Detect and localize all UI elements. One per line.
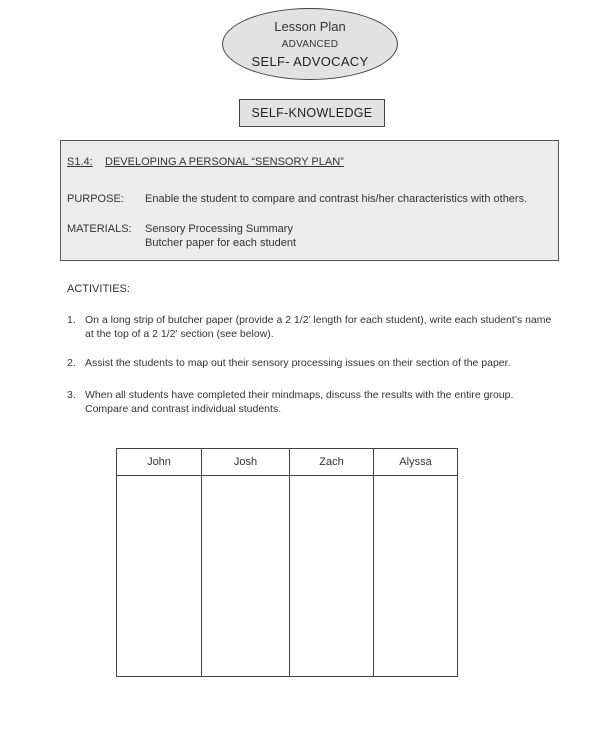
section-heading: SELF-KNOWLEDGE	[239, 99, 385, 127]
purpose-label: PURPOSE:	[67, 193, 124, 205]
student-sections-table	[116, 448, 458, 677]
activity-number: 2.	[67, 357, 76, 369]
oval-subject: SELF- ADVOCACY	[251, 54, 369, 69]
activity-item	[67, 388, 557, 416]
student-name-header: John	[117, 449, 201, 476]
activity-number: 1.	[67, 314, 76, 326]
activity-item	[67, 356, 557, 370]
student-column	[202, 449, 290, 676]
lesson-plan-oval	[222, 8, 398, 80]
lesson-code: S1.4:	[67, 156, 93, 168]
activity-text: On a long strip of butcher paper (provide a 2 1/2’ length for each student), write each student’s name at the top of a 2 1/2’ section (see below).	[85, 314, 552, 340]
oval-level: ADVANCED	[281, 39, 339, 50]
activity-text: Assist the students to map out their sensory processing issues on their section of the paper.	[85, 357, 511, 369]
oval-title: Lesson Plan	[274, 19, 346, 34]
student-column	[374, 449, 457, 676]
student-name-header: Zach	[290, 449, 373, 476]
activity-item	[67, 313, 557, 341]
activities-heading: ACTIVITIES:	[67, 283, 130, 295]
purpose-text: Enable the student to compare and contrast his/her characteristics with others.	[145, 193, 528, 205]
materials-item: Sensory Processing Summary	[145, 223, 293, 235]
student-column	[117, 449, 202, 676]
materials-item: Butcher paper for each student	[145, 237, 297, 249]
materials-label: MATERIALS:	[67, 223, 132, 235]
student-name-header: Josh	[202, 449, 289, 476]
student-name-header: Alyssa	[374, 449, 457, 476]
activity-number: 3.	[67, 389, 76, 401]
lesson-title: DEVELOPING A PERSONAL “SENSORY PLAN”	[105, 156, 344, 168]
activity-text: When all students have completed their mindmaps, discuss the results with the entire group. Compare and contrast individual students.	[85, 389, 514, 415]
student-column	[290, 449, 374, 676]
lesson-info-box	[60, 140, 559, 261]
